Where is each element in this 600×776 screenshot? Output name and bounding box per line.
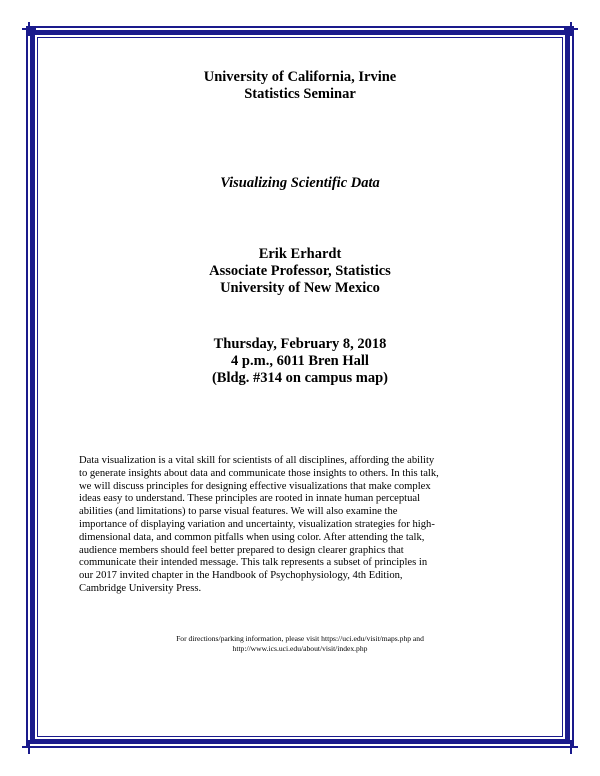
event-date: Thursday, February 8, 2018 (213, 336, 387, 352)
abstract-line: abilities (and limitations) to parse visual features. We will also examine the (79, 506, 398, 518)
speaker-block (40, 246, 560, 297)
abstract-line: audience members should feel better prepared to design clearer graphics that (79, 544, 404, 556)
corner-ornament-top-left (22, 22, 36, 36)
abstract-line: Cambridge University Press. (79, 582, 202, 594)
page-border-inner (37, 37, 563, 737)
corner-ornament-top-right (564, 22, 578, 36)
speaker-position: Associate Professor, Statistics (209, 263, 391, 279)
abstract-paragraph (79, 455, 519, 596)
abstract-line: we will discuss principles for designing effective visualizations that make complex (79, 480, 431, 492)
header-block (40, 69, 560, 103)
event-time-location: 4 p.m., 6011 Bren Hall (231, 353, 369, 369)
abstract-line: to generate insights about data and communicate those insights to others. In this talk, (79, 467, 439, 479)
seminar-series: Statistics Seminar (244, 86, 356, 102)
abstract-line: communicate their intended message. This talk represents a subset of principles in (79, 557, 428, 569)
footer-line-2: http://www.ics.uci.edu/about/visit/index.php (232, 644, 368, 653)
footer-line-1: For directions/parking information, please visit https://uci.edu/visit/maps.php and (176, 634, 424, 643)
event-block (40, 336, 560, 387)
abstract-line: our 2017 invited chapter in the Handbook of Psychophysiology, 4th Edition, (79, 570, 403, 582)
corner-ornament-bottom-left (22, 740, 36, 754)
institution-name: University of California, Irvine (203, 69, 397, 85)
speaker-affiliation: University of New Mexico (220, 280, 380, 296)
abstract-line: ideas easy to understand. These principles are rooted in innate human perceptual (79, 493, 421, 505)
abstract-line: importance of displaying variation and uncertainty, visualization strategies for high- (79, 518, 435, 530)
speaker-name: Erik Erhardt (258, 246, 342, 262)
directions-footer (40, 634, 560, 654)
event-building: (Bldg. #314 on campus map) (211, 370, 389, 386)
talk-title: Visualizing Scientific Data (220, 175, 380, 191)
corner-ornament-bottom-right (564, 740, 578, 754)
abstract-line: dimensional data, and common pitfalls when using color. After attending the talk, (79, 531, 425, 543)
abstract-line: Data visualization is a vital skill for scientists of all disciplines, affording the ability (79, 455, 435, 466)
